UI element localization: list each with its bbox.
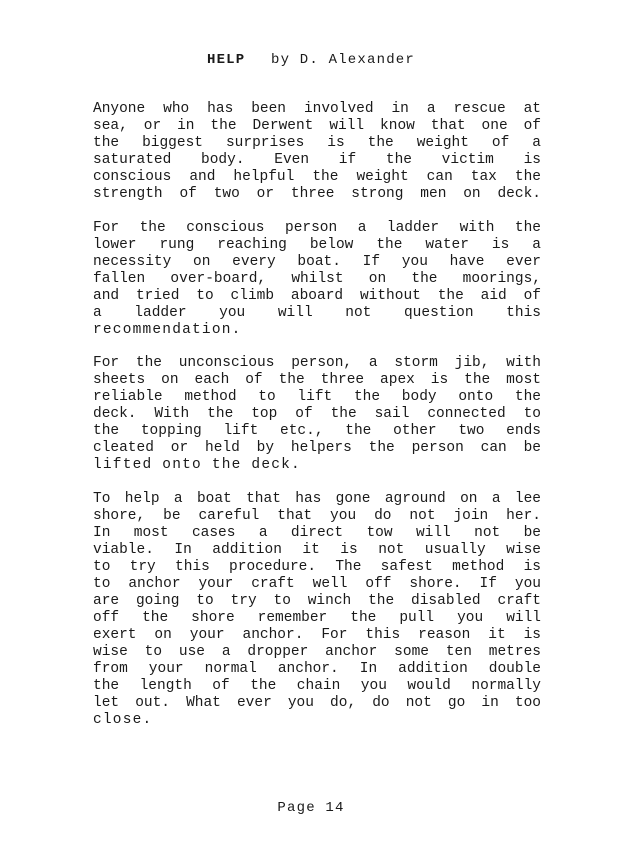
paragraph-4-line: viable. In addition it is not usually wise [93,542,541,558]
paragraph-4-line: let out. What ever you do, do not go in too [93,695,541,711]
paragraph-3-line: deck. With the top of the sail connected to [93,406,541,422]
paragraph-4-line: from your normal anchor. In addition double [93,661,541,677]
paragraph-2-line: recommendation. [93,322,242,338]
paragraph-3-line: cleated or held by helpers the person can be [93,440,541,456]
paragraph-2-line: lower rung reaching below the water is a [93,237,541,253]
paragraph-2-line: necessity on every boat. If you have ever [93,254,541,270]
paragraph-1-line: the biggest surprises is the weight of a [93,135,541,151]
paragraph-3-line: reliable method to lift the body onto the [93,389,541,405]
paragraph-4-line: wise to use a dropper anchor some ten metres [93,644,541,660]
paragraph-2-line: fallen over-board, whilst on the moorings, [93,271,541,287]
paragraph-3-line: sheets on each of the three apex is the most [93,372,541,388]
paragraph-2-line: For the conscious person a ladder with the [93,220,541,236]
paragraph-4-line: to anchor your craft well off shore. If you [93,576,541,592]
article-title: HELP [206,52,246,68]
page-number: Page 14 [277,800,345,816]
paragraph-1-line: sea, or in the Derwent will know that one of [93,118,541,134]
paragraph-3-line: the topping lift etc., the other two ends [93,423,541,439]
paragraph-4-line: the length of the chain you would normally [93,678,541,694]
paragraph-1-line: saturated body. Even if the victim is [93,152,541,168]
paragraph-4-line: exert on your anchor. For this reason it is [93,627,541,643]
paragraph-1-line: Anyone who has been involved in a rescue at [93,101,541,117]
article-byline: by D. Alexander [270,52,416,68]
paragraph-1-line: strength of two or three strong men on deck. [93,186,541,202]
paragraph-4-line: To help a boat that has gone aground on a lee [93,491,541,507]
paragraph-4-line: are going to try to winch the disabled craft [93,593,541,609]
paragraph-4-line: shore, be careful that you do not join her. [93,508,541,524]
paragraph-2-line: and tried to climb aboard without the aid of [93,288,541,304]
paragraph-2-line: a ladder you will not question this [93,305,541,321]
paragraph-3-line: lifted onto the deck. [93,457,301,473]
article-header [0,52,622,68]
paragraph-3-line: For the unconscious person, a storm jib, with [93,355,541,371]
paragraph-4-line: off the shore remember the pull you will [93,610,541,626]
paragraph-1-line: conscious and helpful the weight can tax the [93,169,541,185]
paragraph-4-line: close. [93,712,153,728]
paragraph-4-line: In most cases a direct tow will not be [93,525,541,541]
paragraph-4-line: to try this procedure. The safest method is [93,559,541,575]
